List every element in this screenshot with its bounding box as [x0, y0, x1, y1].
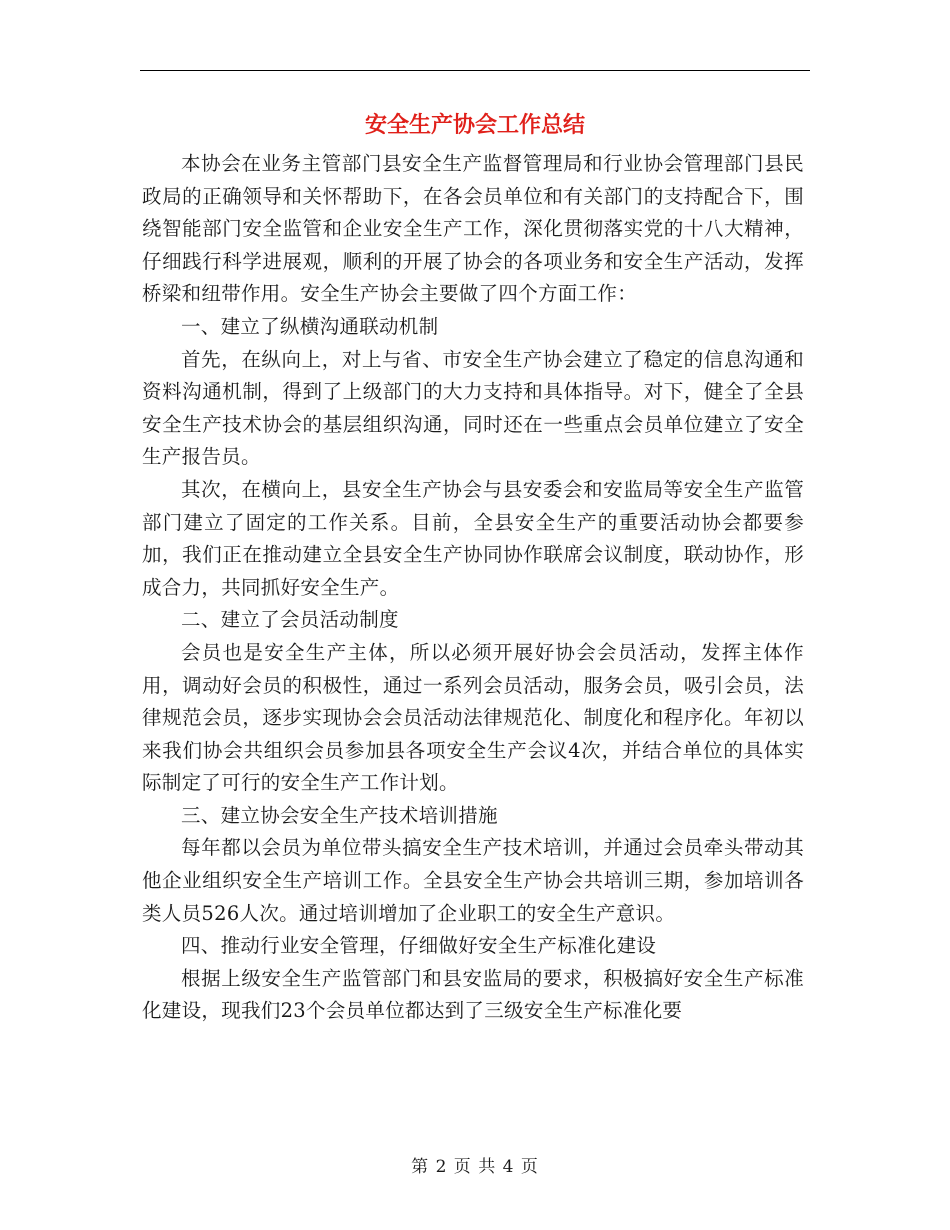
document-body — [142, 148, 804, 1028]
section-heading-3: 三、建立协会安全生产技术培训措施 — [181, 803, 498, 827]
document-title: 安全生产协会工作总结 — [364, 112, 585, 138]
section-heading-1: 一、建立了纵横沟通联动机制 — [181, 314, 439, 338]
paragraph: 会员也是安全生产主体，所以必须开展好协会会员活动，发挥主体作用，调动好会员的积极性，通过一系列会员活动，服务会员，吸引会员，法律规范会员，逐步实现协会会员活动法律规范化、制度化和程序化。年初以来我们协会共组织会员参加县各项安全生产会议4次，并结合单位的具体实际制定了可行的安全生产工作计划。 — [142, 640, 804, 795]
header-rule — [140, 70, 810, 71]
paragraph: 每年都以会员为单位带头搞安全生产技术培训，并通过会员牵头带动其他企业组织安全生产培训工作。全县安全生产协会共培训三期，参加培训各类人员526人次。通过培训增加了企业职工的安全生产意识。 — [142, 836, 804, 925]
paragraph: 根据上级安全生产监管部门和县安监局的要求，积极搞好安全生产标准化建设，现我们23个会员单位都达到了三级安全生产标准化要 — [142, 966, 804, 1023]
paragraph-intro: 本协会在业务主管部门县安全生产监督管理局和行业协会管理部门县民政局的正确领导和关怀帮助下，在各会员单位和有关部门的支持配合下，围绕智能部门安全监管和企业安全生产工作，深化贯彻落实党的十八大精神，仔细践行科学进展观，顺利的开展了协会的各项业务和安全生产活动，发挥桥梁和纽带作用。安全生产协会主要做了四个方面工作： — [142, 152, 804, 306]
page-footer — [0, 1152, 950, 1177]
page-number-label: 第 2 页 共 4 页 — [411, 1157, 539, 1177]
section-heading-4: 四、推动行业安全管理，仔细做好安全生产标准化建设 — [181, 934, 657, 958]
paragraph: 首先，在纵向上，对上与省、市安全生产协会建立了稳定的信息沟通和资料沟通机制，得到了上级部门的大力支持和具体指导。对下，健全了全县安全生产技术协会的基层组织沟通，同时还在一些重点会员单位建立了安全生产报告员。 — [142, 347, 804, 469]
paragraph: 其次，在横向上，县安全生产协会与县安委会和安监局等安全生产监管部门建立了固定的工作关系。目前，全县安全生产的重要活动协会都要参加，我们正在推动建立全县安全生产协同协作联席会议制度，联动协作，形成合力，共同抓好安全生产。 — [142, 477, 804, 599]
section-heading-2: 二、建立了会员活动制度 — [181, 608, 399, 632]
